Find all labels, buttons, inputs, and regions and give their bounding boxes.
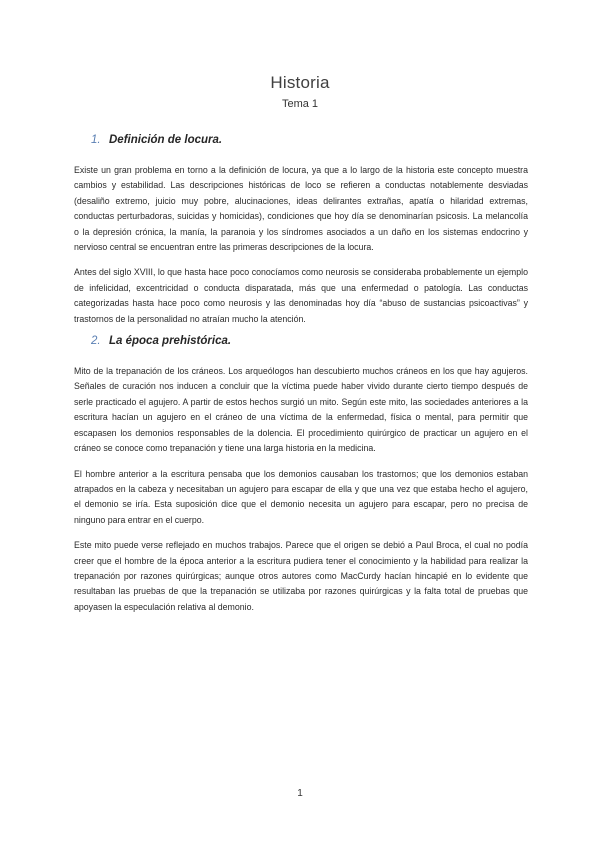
- section-number-1: 1.: [91, 134, 101, 146]
- section-title-2: La época prehistórica.: [109, 335, 232, 348]
- paragraph-1-1: Existe un gran problema en torno a la definición de locura, ya que a lo largo de la historia este concepto muestra cambios y estabilidad. Las descripciones históricas de loco se refieren a conductas notablemente desviadas (desaliño extremo, juicio muy pobre, alucinaciones, ideas delirantes extrañas, apatía o hilaridad extremas, conductas perturbadoras, suicidas y homicidas), condiciones que hoy día se denominarían psicosis. La melancolía o la depresión crónica, la manía, la paranoia y los síndromes asociados a un daño en los sistemas endocrino y nervioso central se encuentran entre las primeras descripciones de la locura.: [74, 165, 528, 253]
- paragraph-2-2: El hombre anterior a la escritura pensaba que los demonios causaban los trastornos; que los demonios estaban atrapados en la cabeza y necesitaban un agujero para escapar de ella y que una vez que estaba hecho el agujero, el demonio se iría. Esta suposición dice que el demonio necesita un agujero para escapar, pero no precisa de ninguno para entrar en el cuerpo.: [74, 468, 528, 525]
- document-body: [74, 134, 528, 625]
- paragraph-2-1: Mito de la trepanación de los cráneos. Los arqueólogos han descubierto muchos cráneos en los que hay agujeros. Señales de curación nos inducen a concluir que la víctima puede haber vivido durante cierto tiempo después de serle practicado el agujero. A partir de estos hechos surgió un mito. Según este mito, las sociedades anteriores a la escritura hacían un agujero en el cráneo de una víctima de la enfermedad, física o mental, para permitir que escapasen los demonios responsables de la dolencia. El procedimiento quirúrgico de practicar un agujero en el cráneo se conoce como trepanación y tiene una larga historia en la medicina.: [74, 366, 528, 454]
- paragraph-1-2: Antes del siglo XVIII, lo que hasta hace poco conocíamos como neurosis se consideraba probablemente un ejemplo de infelicidad, excentricidad o conducta disparatada, más que una enfermedad o patología. Las conductas categorizadas hasta hace poco como neurosis y las denominadas hoy día “abuso de sustancias psicoactivas” y trastornos de la personalidad no atraían mucho la atención.: [74, 267, 528, 324]
- section-number-2: 2.: [91, 335, 101, 348]
- section-title-1: Definición de locura.: [109, 134, 223, 146]
- section-heading-1: [91, 134, 528, 150]
- page-number: 1: [297, 788, 303, 799]
- document-title: Historia: [270, 73, 330, 92]
- paragraph-2-3: Este mito puede verse reflejado en muchos trabajos. Parece que el origen se debió a Paul Broca, el cual no podía creer que el hombre de la época anterior a la escritura pudiera tener el conocimiento y la habilidad para realizar la trepanación por razones quirúrgicas; aunque otros autores como MacCurdy hacían hincapié en lo evidente que resultaban las pruebas de que la trepanación se utilizaba por razones quirúrgicas y la falta total de pruebas que apoyasen la especulación relativa al demonio.: [74, 540, 528, 612]
- section-heading-2: [91, 335, 528, 351]
- document-subtitle: Tema 1: [281, 98, 319, 110]
